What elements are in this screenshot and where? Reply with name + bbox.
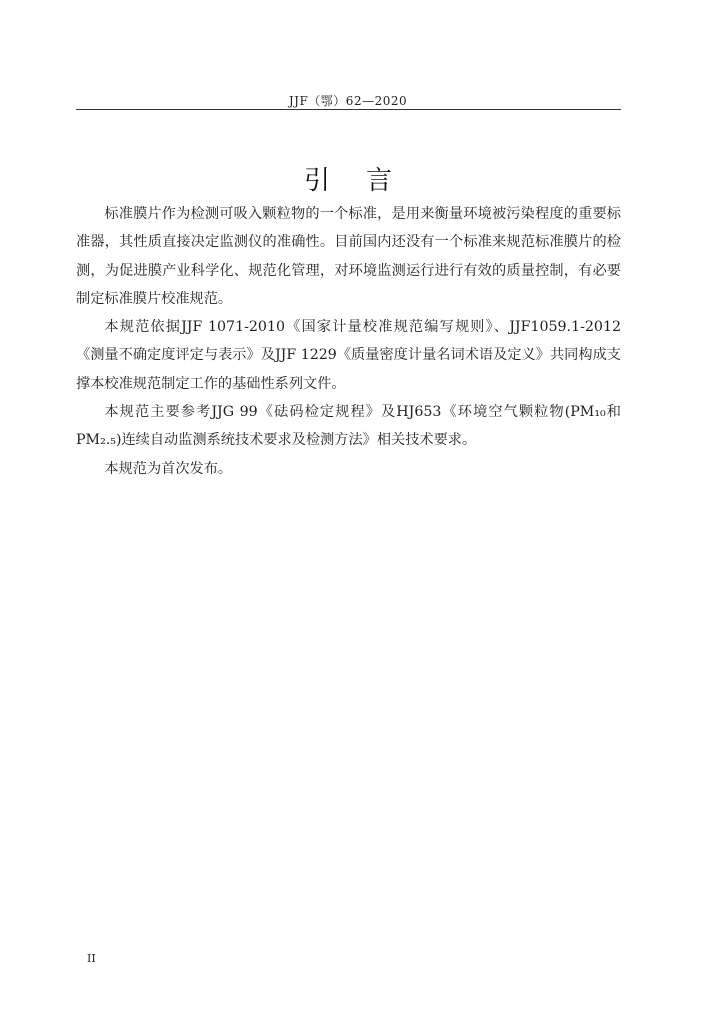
body-text — [76, 200, 621, 483]
header-divider — [76, 109, 621, 110]
paragraph-release: 本规范为首次发布。 — [104, 460, 233, 477]
page-title: 引言 — [303, 166, 428, 197]
page-number: II — [87, 952, 96, 965]
paragraph-purpose: 标准膜片作为检测可吸入颗粒物的一个标准，是用来衡量环境被污染程度的重要标准器，其性质直接决定监测仪的准确性。目前国内还没有一个标准来规范标准膜片的检测，为促进膜产业科学化、规范化管理，对环境监测运行进行有效的质量控制，有必要制定标准膜片校准规范。 — [76, 206, 621, 307]
paragraph-references: 本规范主要参考JJG 99《砝码检定规程》及HJ653《环境空气颗粒物(PM₁₀和PM₂.₅)连续自动监测系统技术要求及检测方法》相关技术要求。 — [76, 404, 621, 449]
paragraph-basis: 本规范依据JJF 1071-2010《国家计量校准规范编写规则》、JJF1059.1-2012《测量不确定度评定与表示》及JJF 1229《质量密度计量名词术语及定义》共同构成支撑本校准规范制定工作的基础性系列文件。 — [76, 319, 621, 392]
running-header: JJF（鄂）62—2020 — [288, 94, 408, 108]
